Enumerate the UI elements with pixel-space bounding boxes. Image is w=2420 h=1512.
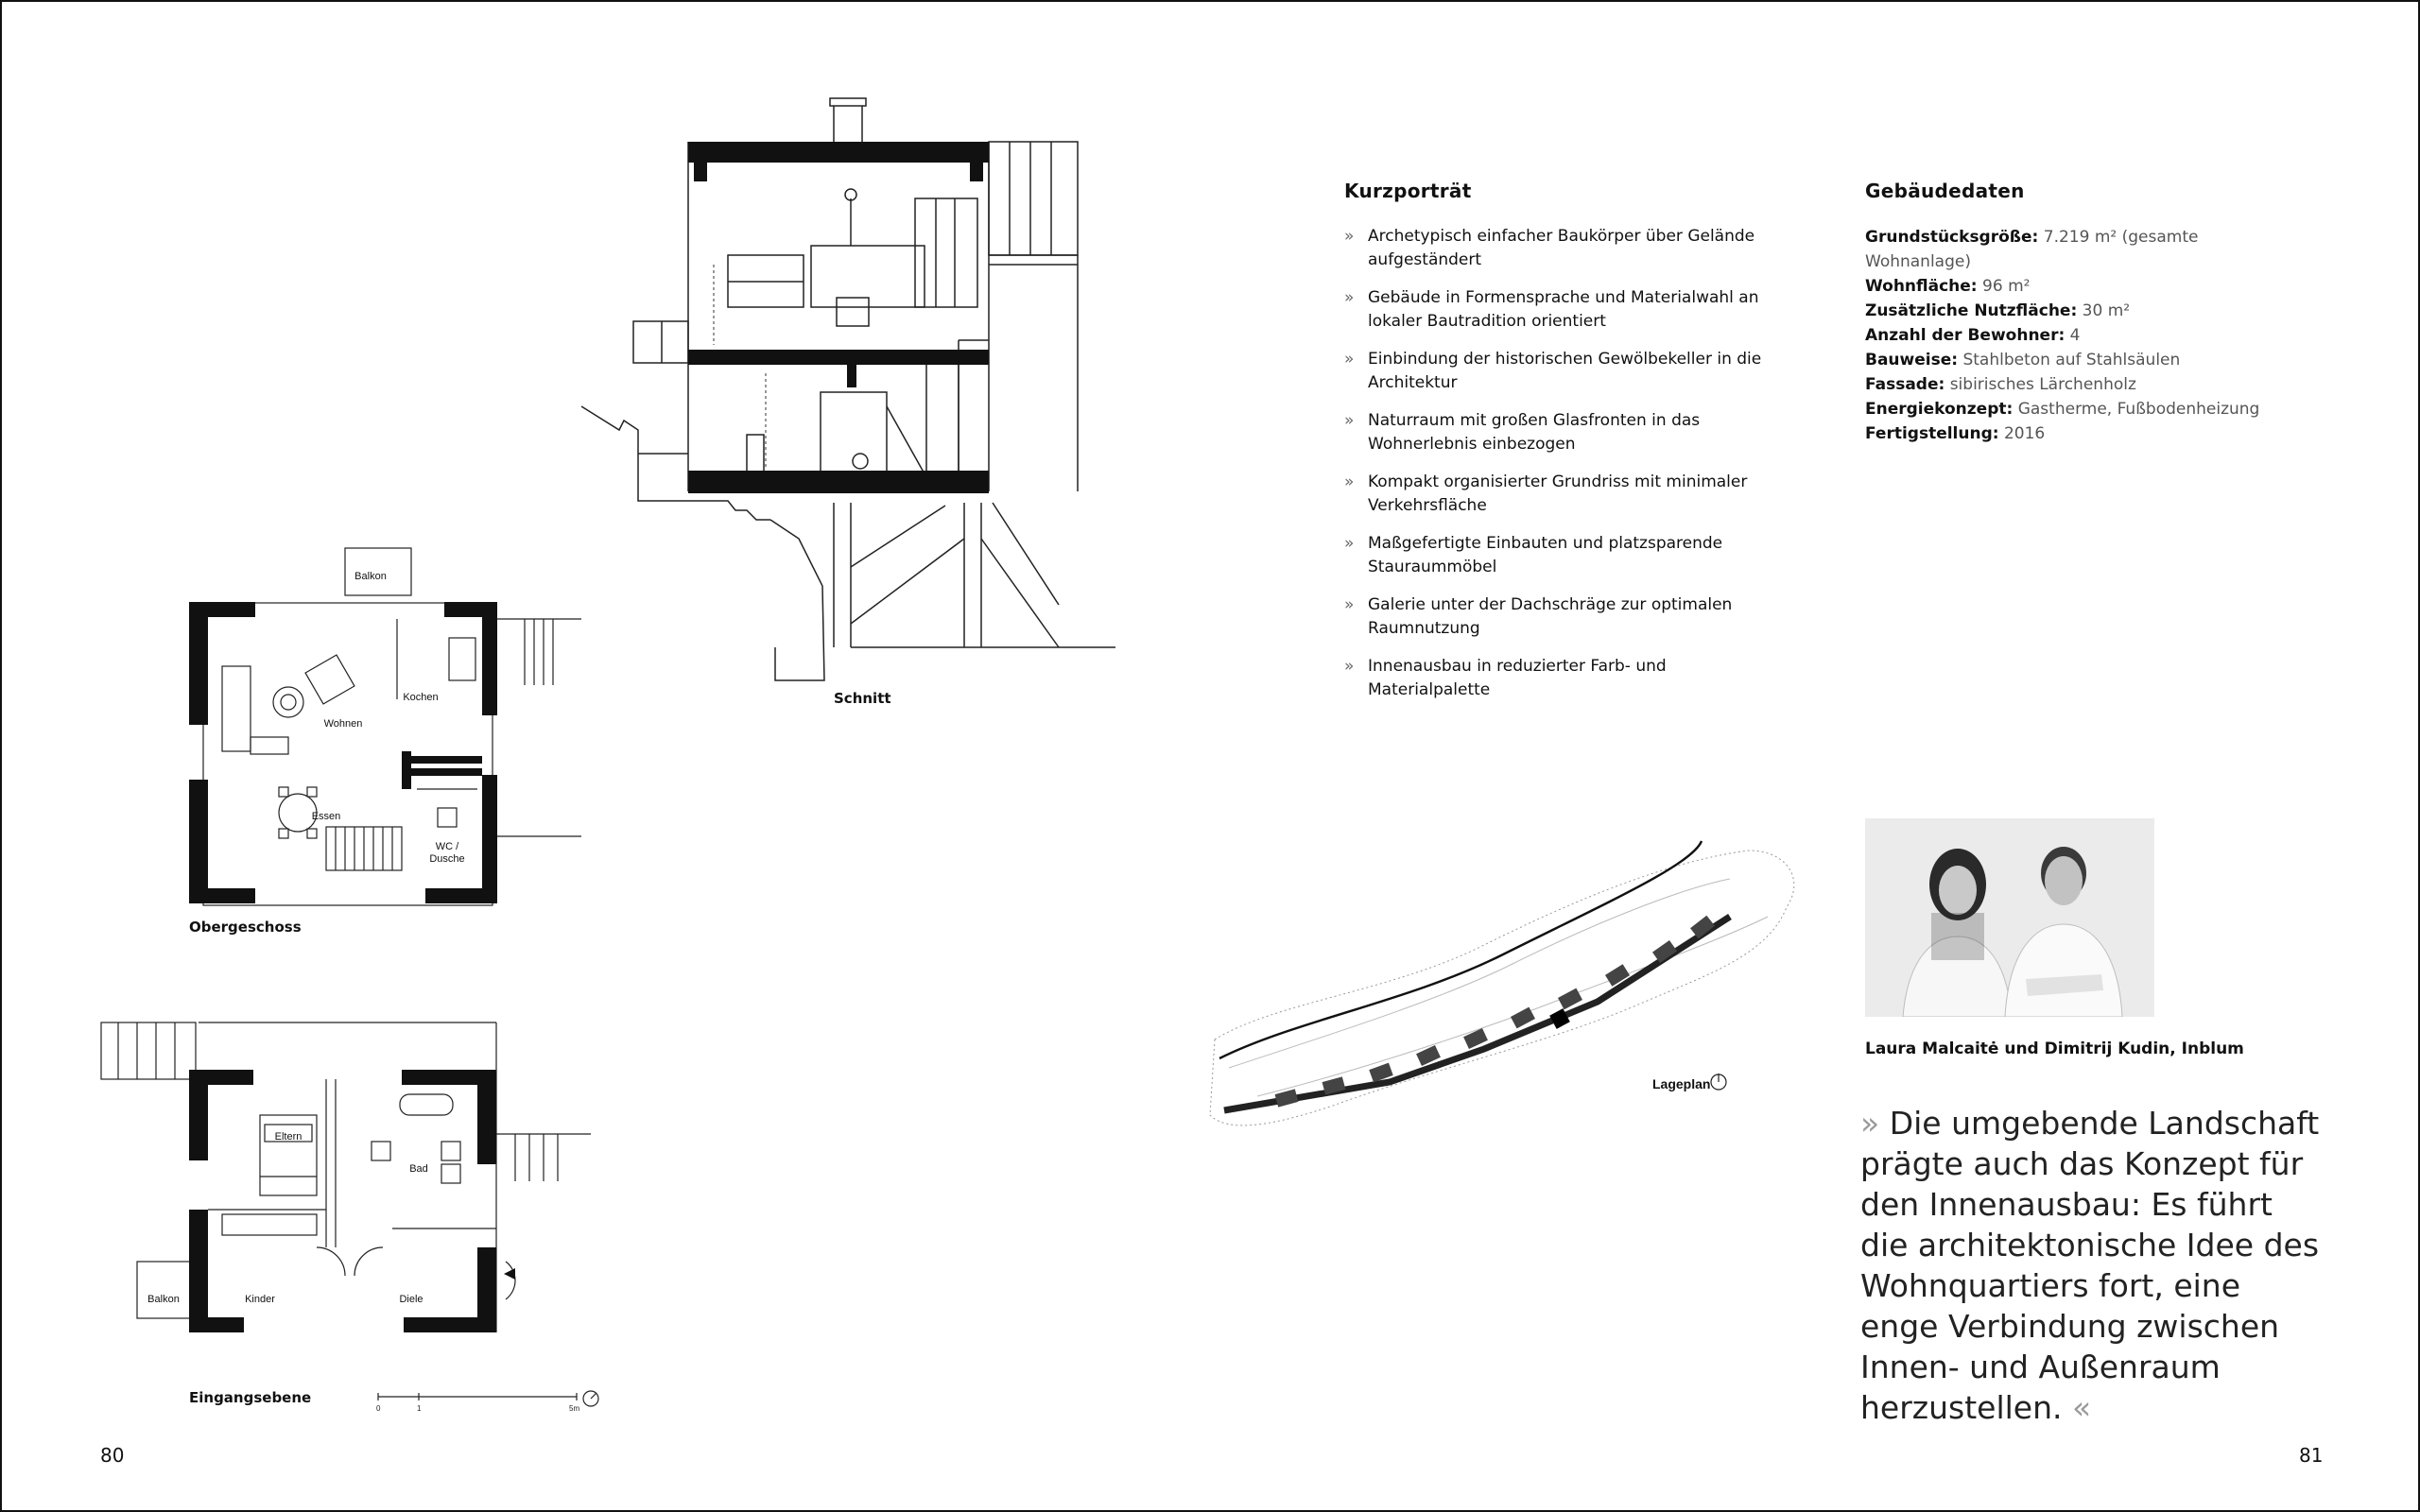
entrance-level-plan bbox=[99, 1021, 610, 1418]
list-item: » Naturraum mit großen Glasfronten in das Wohnerlebnis einbezogen bbox=[1344, 411, 1701, 454]
data-row: Zusätzliche Nutzfläche: 30 m² bbox=[1865, 301, 2131, 320]
scale-zero: 0 bbox=[376, 1404, 381, 1413]
scale-one: 1 bbox=[417, 1404, 422, 1413]
architects-photo bbox=[1865, 818, 2154, 1017]
entrance-level-label: Eingangsebene bbox=[189, 1389, 312, 1406]
data-row: Fertigstellung: 2016 bbox=[1865, 424, 2046, 443]
bullet-mark: » bbox=[1344, 657, 1355, 676]
room-balcony-upper: Balkon bbox=[354, 571, 387, 582]
quote-text: Die umgebende Landschaft prägte auch das Konzept für den Innenausbau: Es führt die architektonische Idee des Wohnquartiers fort, eine enge Verbindung zwischen Innen- und Außenraum herzustellen. bbox=[1860, 1105, 2320, 1426]
list-item: » Maßgefertigte Einbauten und platzsparende Stauraummöbel bbox=[1344, 534, 1723, 576]
site-plan bbox=[1201, 822, 1806, 1162]
list-item: » Archetypisch einfacher Baukörper über Gelände aufgeständert bbox=[1344, 227, 1755, 269]
bullet-mark: » bbox=[1344, 534, 1355, 553]
portrait-heading: Kurzporträt bbox=[1344, 180, 1472, 202]
quote-close-mark: « bbox=[2072, 1389, 2092, 1426]
data-row: Energiekonzept: Gastherme, Fußbodenheizung bbox=[1865, 400, 2260, 419]
bullet-mark: » bbox=[1344, 472, 1355, 491]
room-kitchen: Kochen bbox=[403, 692, 439, 703]
portrait-list bbox=[1344, 225, 1789, 716]
scale-five: 5m bbox=[569, 1404, 580, 1413]
data-row: Grundstücksgröße: 7.219 m² (gesamte Wohnanlage) bbox=[1865, 228, 2199, 271]
building-data-list bbox=[1865, 225, 2262, 446]
building-data-heading: Gebäudedaten bbox=[1865, 180, 2025, 202]
room-balcony-entrance: Balkon bbox=[147, 1294, 180, 1305]
scale-bar bbox=[378, 1391, 598, 1406]
room-children: Kinder bbox=[245, 1294, 275, 1305]
page-number-right: 81 bbox=[2299, 1444, 2324, 1467]
bullet-mark: » bbox=[1344, 227, 1355, 246]
list-item: » Gebäude in Formensprache und Materialwahl an lokaler Bautradition orientiert bbox=[1344, 288, 1759, 331]
north-arrow-icon bbox=[1711, 1074, 1726, 1090]
section-drawing bbox=[567, 94, 1115, 718]
bullet-mark: » bbox=[1344, 350, 1355, 369]
bullet-mark: » bbox=[1344, 595, 1355, 614]
room-dining: Essen bbox=[311, 811, 341, 822]
bullet-mark: » bbox=[1344, 288, 1355, 307]
bullet-mark: » bbox=[1344, 411, 1355, 430]
list-item: » Einbindung der historischen Gewölbekeller in die Architektur bbox=[1344, 350, 1762, 392]
pull-quote bbox=[1860, 1103, 2324, 1428]
data-row: Wohnfläche: 96 m² bbox=[1865, 277, 2031, 296]
page-number-left: 80 bbox=[100, 1444, 125, 1467]
section-label: Schnitt bbox=[834, 690, 891, 707]
data-row: Anzahl der Bewohner: 4 bbox=[1865, 326, 2081, 345]
quote-open-mark: » bbox=[1860, 1105, 1880, 1142]
upper-floor-plan bbox=[184, 543, 610, 865]
architects-caption: Laura Malcaitė und Dimitrij Kudin, Inblum bbox=[1865, 1040, 2244, 1058]
list-item: » Kompakt organisierter Grundriss mit minimaler Verkehrsfläche bbox=[1344, 472, 1748, 515]
upper-floor-label: Obergeschoss bbox=[189, 919, 302, 936]
room-wc: WC / bbox=[435, 841, 459, 852]
list-item: » Galerie unter der Dachschräge zur optimalen Raumnutzung bbox=[1344, 595, 1733, 638]
room-shower: Dusche bbox=[429, 853, 465, 865]
data-row: Fassade: sibirisches Lärchenholz bbox=[1865, 375, 2136, 394]
room-parents: Eltern bbox=[274, 1131, 302, 1143]
room-living: Wohnen bbox=[323, 718, 363, 730]
list-item: » Innenausbau in reduzierter Farb- und Materialpalette bbox=[1344, 657, 1667, 699]
site-plan-label: Lageplan bbox=[1652, 1076, 1711, 1091]
room-bath: Bad bbox=[409, 1163, 428, 1175]
data-row: Bauweise: Stahlbeton auf Stahlsäulen bbox=[1865, 351, 2181, 369]
room-hall: Diele bbox=[399, 1294, 424, 1305]
